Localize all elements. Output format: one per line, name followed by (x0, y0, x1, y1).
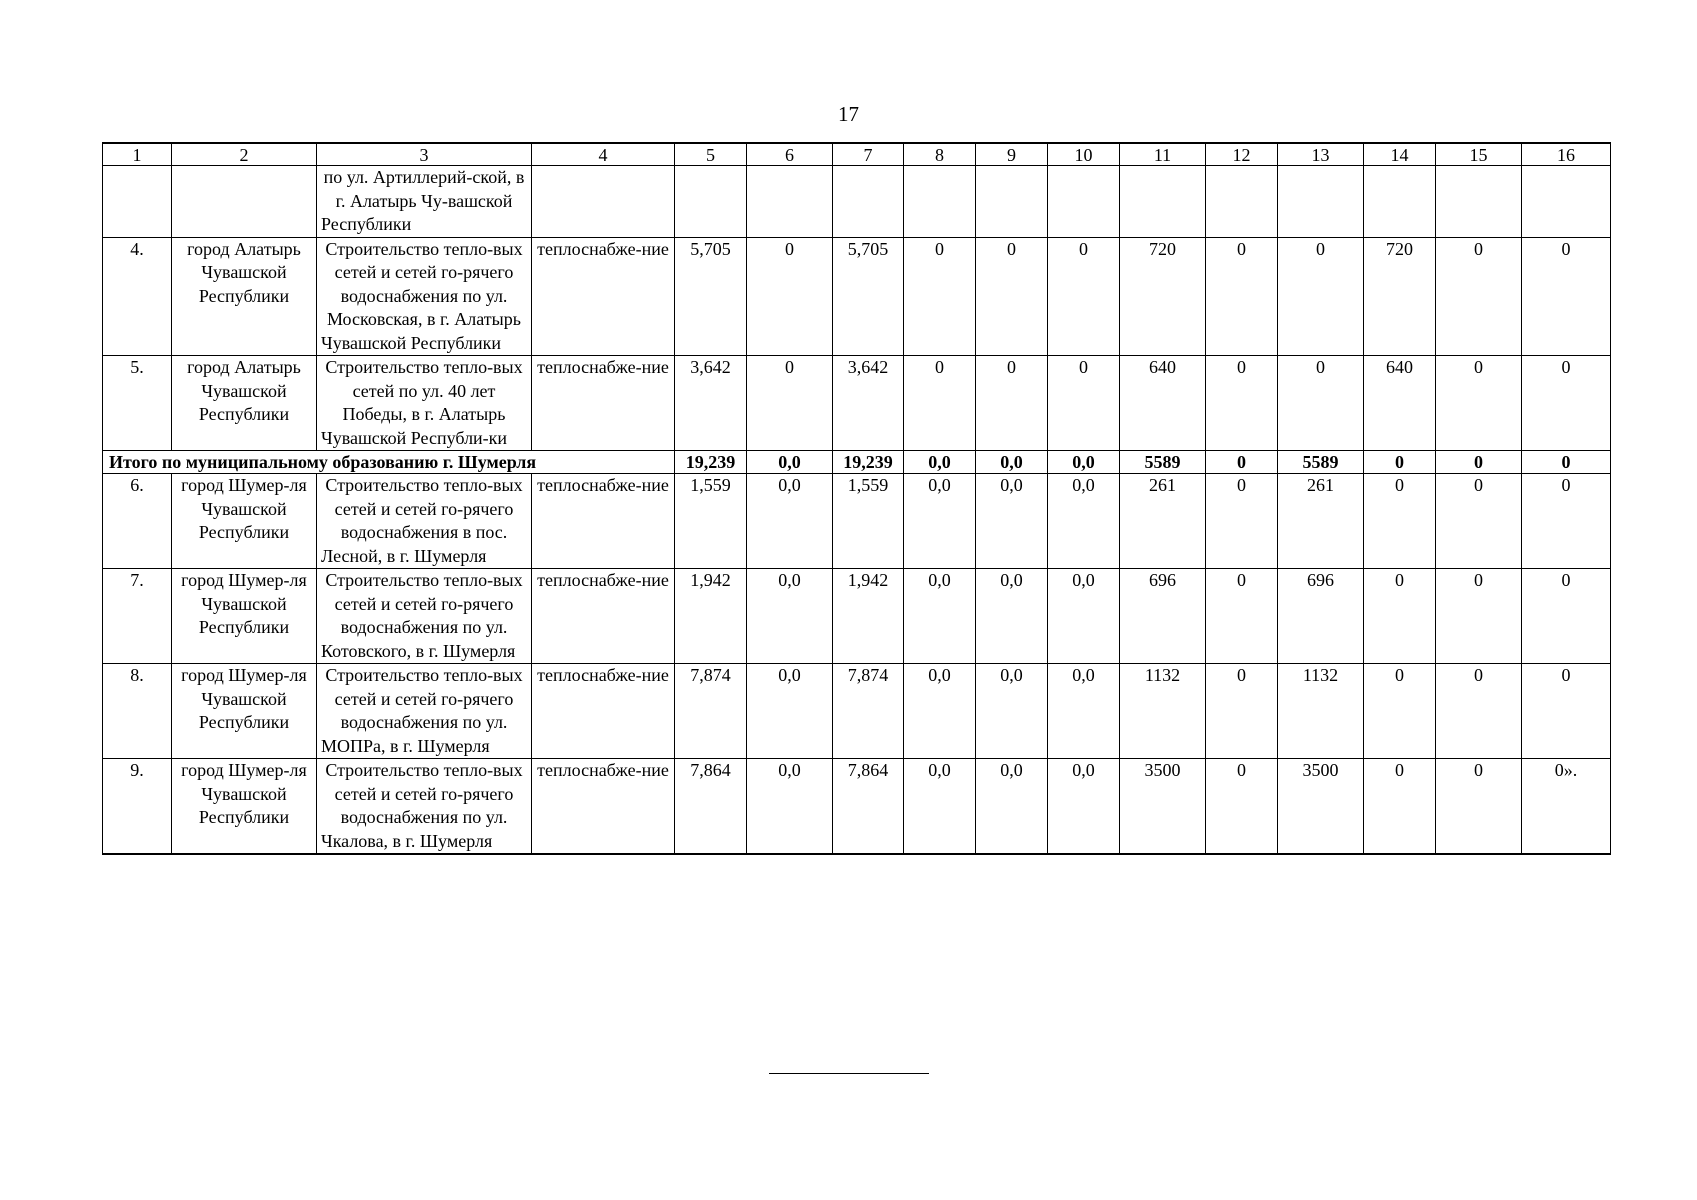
value-cell-col-11: 696 (1120, 569, 1206, 664)
value-cell-col-11: 640 (1120, 356, 1206, 451)
value-cell (1522, 166, 1611, 238)
value-cell-col-9: 0,0 (976, 664, 1048, 759)
municipality-cell: город Алатырь Чувашской Республики (172, 237, 317, 356)
sector-cell: теплоснабже-ние (532, 664, 675, 759)
value-cell-col-9: 0 (976, 356, 1048, 451)
sector-cell: теплоснабже-ние (532, 569, 675, 664)
value-cell-col-13: 261 (1278, 474, 1364, 569)
value-cell-col-9: 0,0 (976, 474, 1048, 569)
value-cell (1048, 166, 1120, 238)
value-cell (1364, 166, 1436, 238)
municipality-cell: город Алатырь Чувашской Республики (172, 356, 317, 451)
table-row (103, 759, 1611, 855)
total-value-col-15: 0 (1436, 451, 1522, 474)
value-cell-col-5: 7,864 (675, 759, 747, 855)
total-value-col-14: 0 (1364, 451, 1436, 474)
value-cell-col-9: 0,0 (976, 759, 1048, 855)
value-cell-col-7: 1,559 (833, 474, 904, 569)
row-number-cell: 5. (103, 356, 172, 451)
value-cell-col-16: 0 (1522, 237, 1611, 356)
column-number-15: 15 (1436, 143, 1522, 166)
value-cell-col-15: 0 (1436, 664, 1522, 759)
project-name-cell: по ул. Артиллерий-ской, в г. Алатырь Чу-вашской Республики (317, 166, 532, 238)
row-number-cell: 8. (103, 664, 172, 759)
project-name-cell: Строительство тепло-вых сетей и сетей го-рячего водоснабжения по ул. МОПРа, в г. Шумерля (317, 664, 532, 759)
value-cell-col-12: 0 (1206, 474, 1278, 569)
column-number-2: 2 (172, 143, 317, 166)
column-number-12: 12 (1206, 143, 1278, 166)
municipality-cell: город Шумер-ля Чувашской Республики (172, 664, 317, 759)
table-row (103, 237, 1611, 356)
row-number-cell: 4. (103, 237, 172, 356)
project-name-cell: Строительство тепло-вых сетей по ул. 40 лет Победы, в г. Алатырь Чувашской Республи-ки (317, 356, 532, 451)
value-cell-col-11: 1132 (1120, 664, 1206, 759)
value-cell-col-10: 0,0 (1048, 664, 1120, 759)
value-cell-col-5: 1,942 (675, 569, 747, 664)
value-cell-col-7: 7,864 (833, 759, 904, 855)
value-cell-col-10: 0 (1048, 356, 1120, 451)
value-cell-col-11: 261 (1120, 474, 1206, 569)
total-value-col-12: 0 (1206, 451, 1278, 474)
column-number-10: 10 (1048, 143, 1120, 166)
value-cell-col-14: 0 (1364, 569, 1436, 664)
column-number-5: 5 (675, 143, 747, 166)
column-number-16: 16 (1522, 143, 1611, 166)
sector-cell: теплоснабже-ние (532, 356, 675, 451)
value-cell-col-12: 0 (1206, 569, 1278, 664)
row-number-cell: 6. (103, 474, 172, 569)
value-cell-col-5: 3,642 (675, 356, 747, 451)
total-value-col-5: 19,239 (675, 451, 747, 474)
value-cell-col-14: 0 (1364, 759, 1436, 855)
value-cell-col-16: 0 (1522, 474, 1611, 569)
value-cell (1120, 166, 1206, 238)
value-cell-col-12: 0 (1206, 759, 1278, 855)
value-cell-col-14: 720 (1364, 237, 1436, 356)
value-cell-col-15: 0 (1436, 474, 1522, 569)
value-cell-col-12: 0 (1206, 356, 1278, 451)
column-number-4: 4 (532, 143, 675, 166)
total-value-col-6: 0,0 (747, 451, 833, 474)
column-number-8: 8 (904, 143, 976, 166)
project-name-cell: Строительство тепло-вых сетей и сетей го-рячего водоснабжения по ул. Чкалова, в г. Шумерля (317, 759, 532, 855)
sector-cell: теплоснабже-ние (532, 474, 675, 569)
municipality-cell: город Шумер-ля Чувашской Республики (172, 474, 317, 569)
row-number-cell (103, 166, 172, 238)
value-cell (904, 166, 976, 238)
table-row (103, 474, 1611, 569)
value-cell-col-6: 0,0 (747, 474, 833, 569)
value-cell (532, 166, 675, 238)
total-value-col-11: 5589 (1120, 451, 1206, 474)
value-cell-col-13: 696 (1278, 569, 1364, 664)
total-value-col-8: 0,0 (904, 451, 976, 474)
value-cell-col-11: 720 (1120, 237, 1206, 356)
value-cell-col-16: 0 (1522, 664, 1611, 759)
column-number-13: 13 (1278, 143, 1364, 166)
column-number-11: 11 (1120, 143, 1206, 166)
row-number-cell: 9. (103, 759, 172, 855)
value-cell (747, 166, 833, 238)
sector-cell: теплоснабже-ние (532, 759, 675, 855)
total-value-col-10: 0,0 (1048, 451, 1120, 474)
value-cell-col-8: 0,0 (904, 664, 976, 759)
continuation-row (103, 166, 1611, 238)
column-number-1: 1 (103, 143, 172, 166)
municipality-cell: город Шумер-ля Чувашской Республики (172, 759, 317, 855)
total-value-col-13: 5589 (1278, 451, 1364, 474)
value-cell-col-12: 0 (1206, 237, 1278, 356)
value-cell-col-10: 0,0 (1048, 474, 1120, 569)
value-cell (1206, 166, 1278, 238)
column-number-7: 7 (833, 143, 904, 166)
sector-cell: теплоснабже-ние (532, 237, 675, 356)
value-cell-col-6: 0 (747, 237, 833, 356)
row-number-cell: 7. (103, 569, 172, 664)
value-cell-col-6: 0,0 (747, 569, 833, 664)
value-cell (675, 166, 747, 238)
value-cell-col-10: 0 (1048, 237, 1120, 356)
value-cell-col-13: 0 (1278, 356, 1364, 451)
table-row (103, 356, 1611, 451)
value-cell-col-13: 3500 (1278, 759, 1364, 855)
value-cell (976, 166, 1048, 238)
header-row (103, 143, 1611, 166)
column-number-6: 6 (747, 143, 833, 166)
footer-rule (769, 1073, 929, 1074)
value-cell-col-16: 0». (1522, 759, 1611, 855)
value-cell-col-7: 1,942 (833, 569, 904, 664)
municipality-cell (172, 166, 317, 238)
value-cell (1436, 166, 1522, 238)
value-cell-col-13: 1132 (1278, 664, 1364, 759)
municipality-cell: город Шумер-ля Чувашской Республики (172, 569, 317, 664)
total-value-col-16: 0 (1522, 451, 1611, 474)
value-cell-col-14: 0 (1364, 474, 1436, 569)
value-cell-col-8: 0 (904, 237, 976, 356)
program-table (102, 142, 1611, 855)
value-cell-col-13: 0 (1278, 237, 1364, 356)
total-value-col-7: 19,239 (833, 451, 904, 474)
value-cell-col-15: 0 (1436, 569, 1522, 664)
table-row (103, 664, 1611, 759)
value-cell (1278, 166, 1364, 238)
column-number-14: 14 (1364, 143, 1436, 166)
value-cell-col-8: 0,0 (904, 759, 976, 855)
table-row (103, 569, 1611, 664)
value-cell-col-14: 0 (1364, 664, 1436, 759)
value-cell-col-6: 0,0 (747, 759, 833, 855)
value-cell-col-10: 0,0 (1048, 759, 1120, 855)
value-cell (833, 166, 904, 238)
value-cell-col-8: 0 (904, 356, 976, 451)
value-cell-col-5: 1,559 (675, 474, 747, 569)
total-label-cell: Итого по муниципальному образованию г. Шумерля (103, 451, 675, 474)
total-value-col-9: 0,0 (976, 451, 1048, 474)
value-cell-col-7: 7,874 (833, 664, 904, 759)
value-cell-col-5: 7,874 (675, 664, 747, 759)
value-cell-col-9: 0 (976, 237, 1048, 356)
value-cell-col-6: 0,0 (747, 664, 833, 759)
value-cell-col-8: 0,0 (904, 474, 976, 569)
value-cell-col-15: 0 (1436, 759, 1522, 855)
value-cell-col-9: 0,0 (976, 569, 1048, 664)
value-cell-col-15: 0 (1436, 237, 1522, 356)
column-number-9: 9 (976, 143, 1048, 166)
value-cell-col-6: 0 (747, 356, 833, 451)
total-row (103, 451, 1611, 474)
project-name-cell: Строительство тепло-вых сетей и сетей го-рячего водоснабжения по ул. Котовского, в г. Шумерля (317, 569, 532, 664)
value-cell-col-5: 5,705 (675, 237, 747, 356)
value-cell-col-11: 3500 (1120, 759, 1206, 855)
value-cell-col-12: 0 (1206, 664, 1278, 759)
value-cell-col-14: 640 (1364, 356, 1436, 451)
value-cell-col-10: 0,0 (1048, 569, 1120, 664)
value-cell-col-15: 0 (1436, 356, 1522, 451)
value-cell-col-16: 0 (1522, 569, 1611, 664)
column-number-3: 3 (317, 143, 532, 166)
value-cell-col-7: 5,705 (833, 237, 904, 356)
project-name-cell: Строительство тепло-вых сетей и сетей го-рячего водоснабжения в пос. Лесной, в г. Шумерля (317, 474, 532, 569)
page-number: 17 (838, 102, 859, 126)
value-cell-col-16: 0 (1522, 356, 1611, 451)
project-name-cell: Строительство тепло-вых сетей и сетей го-рячего водоснабжения по ул. Московская, в г. Алатырь Чувашской Республики (317, 237, 532, 356)
value-cell-col-8: 0,0 (904, 569, 976, 664)
value-cell-col-7: 3,642 (833, 356, 904, 451)
